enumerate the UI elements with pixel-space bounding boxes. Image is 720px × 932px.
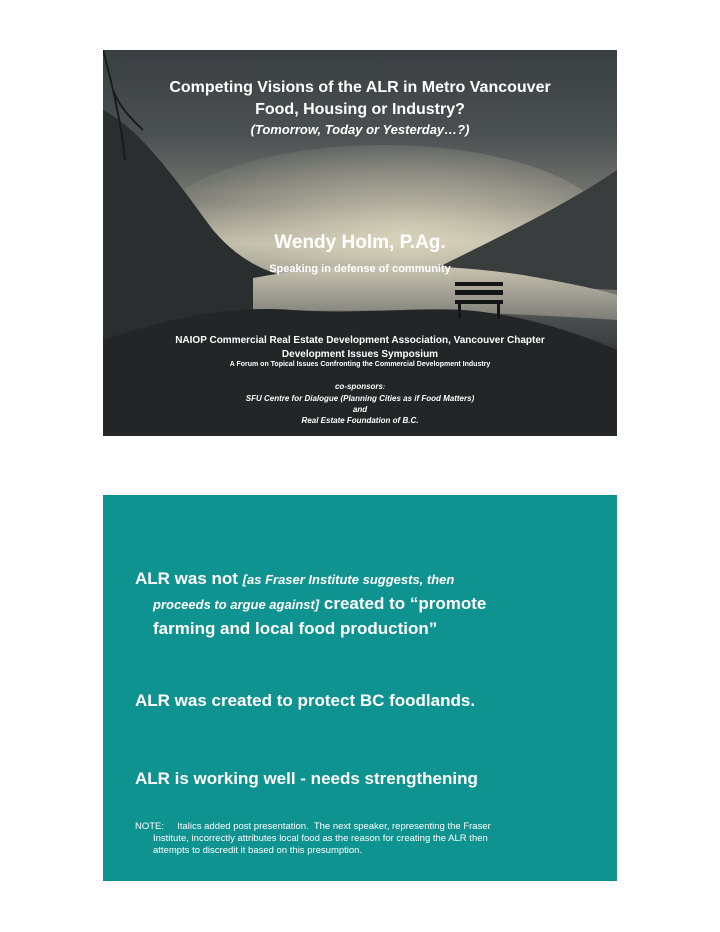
organization-line-1: NAIOP Commercial Real Estate Development Association, Vancouver Chapter [175, 335, 545, 346]
bullet-1-italic-b: proceeds to argue against] [153, 597, 320, 612]
footnote [135, 821, 585, 857]
cosponsors-label-text: co-sponsors [334, 382, 383, 391]
cosponsor-1: SFU Centre for Dialogue (Planning Cities as if Food Matters) [245, 394, 475, 403]
cosponsors-label: co-sponsors: [334, 382, 385, 391]
bullet-3: ALR is working well - needs strengthening [135, 769, 478, 788]
forum-description: A Forum on Topical Issues Confronting the Commercial Development Industry [229, 361, 491, 368]
subtitle: (Tomorrow, Today or Yesterday…?) [250, 122, 470, 137]
content-slide [103, 495, 617, 881]
presenter-name: Wendy Holm, P.Ag. [274, 232, 446, 253]
footnote-line-3: attempts to discredit it based on this presumption. [153, 845, 363, 856]
bullet-1-line-3: farming and local food production” [153, 619, 438, 638]
tagline: Speaking in defense of community [269, 263, 451, 275]
footnote-line-1: NOTE: Italics added post presentation. The next speaker, representing the Fraser [135, 821, 491, 832]
bullet-1-rest: created to “promote [319, 594, 487, 613]
title-slide [103, 50, 617, 436]
title-line-2: Food, Housing or Industry? [255, 101, 465, 118]
cosponsor-and: and [352, 405, 368, 414]
bullet-1-start: ALR was not [135, 569, 243, 588]
cosponsor-2: Real Estate Foundation of B.C. [301, 416, 419, 425]
bullet-1 [135, 567, 585, 641]
organization-line-2: Development Issues Symposium [281, 349, 439, 360]
footnote-line-2: Institute, incorrectly attributes local food as the reason for creating the ALR then [153, 833, 488, 844]
bullet-2: ALR was created to protect BC foodlands. [135, 691, 476, 710]
title-line-1: Competing Visions of the ALR in Metro Vancouver [169, 79, 551, 96]
bullet-1-italic-a: [as Fraser Institute suggests, then [242, 572, 455, 587]
